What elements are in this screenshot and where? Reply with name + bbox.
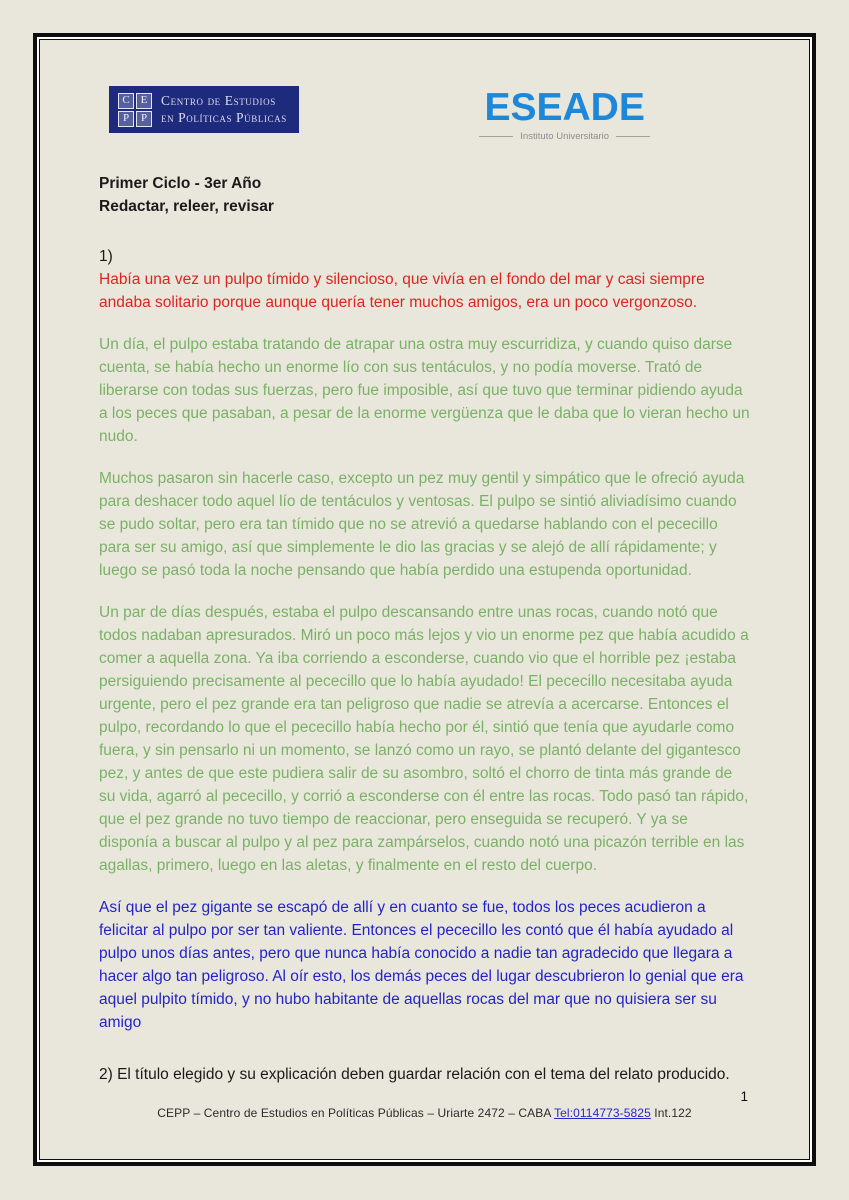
eseade-rule-right: [616, 136, 650, 137]
document-title-line2: Redactar, releer, revisar: [99, 198, 274, 215]
cepp-logo-monogram: [118, 93, 152, 127]
page-number: 1: [740, 1089, 748, 1104]
cepp-logo-line1: Centro de Estudios: [161, 92, 276, 108]
document-title-line1: Primer Ciclo - 3er Año: [99, 175, 262, 192]
footer: [99, 1106, 750, 1120]
story-paragraph-red: Había una vez un pulpo tímido y silencioso, que vivía en el fondo del mar y casi siempre andaba solitario porque aunque quería tener muchos amigos, era un poco vergonzoso.: [99, 271, 705, 311]
cepp-tile-c: C: [118, 93, 134, 109]
eseade-logo: [479, 86, 650, 142]
eseade-subtitle-row: [479, 131, 650, 142]
eseade-subtitle: Instituto Universitario: [520, 131, 609, 142]
cepp-logo-line2: en Políticas Públicas: [161, 109, 287, 125]
cepp-tile-p2: P: [136, 111, 152, 127]
eseade-wordmark: ESEADE: [484, 86, 645, 129]
page-border-inner: [39, 39, 810, 1160]
story-paragraphs: [99, 268, 750, 1034]
page-border-outer: [33, 33, 816, 1166]
story-paragraph-green: Un par de días después, estaba el pulpo descansando entre unas rocas, cuando notó que todos nadaban apresurados. Miró un poco más lejos y vio un enorme pez que había acudido a comer a aquella zona. Ya iba corriendo a esconderse, cuando vio que el horrible pez ¡estaba persiguiendo precisamente al pececillo que lo había ayudado! El pececillo necesitaba ayuda urgente, pero el pez grande era tan peligroso que nadie se atrevía a acercarse. Entonces el pulpo, recordando lo que el pececillo había hecho por él, sintió que tenía que ayudarle como fuera, y sin pensarlo ni un momento, se lanzó como un rayo, se plantó delante del gigantesco pez, y antes de que este pudiera salir de su asombro, soltó el chorro de tinta más grande de su vida, agarró al pececillo, y corrió a esconderse con él entre las rocas. Todo pasó tan rápido, que el pez grande no tuvo tiempo de reaccionar, pero enseguida se recuperó. Y ya se disponía a buscar al pulpo y al pez para zampárselos, cuando notó una picazón terrible en las agallas, primero, luego en las aletas, y finalmente en el resto del cuerpo.: [99, 604, 749, 874]
cepp-logo: [109, 86, 299, 133]
item1-label: 1): [99, 248, 113, 265]
footer-text-before: CEPP – Centro de Estudios en Políticas Públicas – Uriarte 2472 – CABA: [157, 1106, 555, 1120]
story-paragraph-green: Muchos pasaron sin hacerle caso, excepto un pez muy gentil y simpático que le ofreció ayuda para deshacer todo aquel lío de tentáculos y ventosas. El pulpo se sintió aliviadísimo cuando se pudo soltar, pero era tan tímido que no se atrevió a quedarse hablando con el pececillo para ser su amigo, así que simplemente le dio las gracias y se alejó de allí rápidamente; y luego se pasó toda la noche pensando que había perdido una estupenda oportunidad.: [99, 470, 745, 579]
cepp-tile-p1: P: [118, 111, 134, 127]
cepp-logo-text: [161, 93, 287, 127]
cepp-tile-e: E: [136, 93, 152, 109]
footer-tel-link[interactable]: Tel:0114773-5825: [554, 1106, 651, 1120]
story-paragraph-blue: Así que el pez gigante se escapó de allí y en cuanto se fue, todos los peces acudieron a felicitar al pulpo por ser tan valiente. Entonces el pececillo les contó que él había ayudado al pulpo unos días antes, pero que nunca había conocido a nadie tan agradecido que llegara a hacer algo tan peligroso. Al oír esto, los demás peces del lugar descubrieron lo genial que era aquel pulpito tímido, y no hubo habitante de aquellas rocas del mar que no quisiera ser su amigo: [99, 899, 744, 1031]
eseade-rule-left: [479, 136, 513, 137]
footer-text-after: Int.122: [650, 1106, 692, 1120]
header: [99, 86, 750, 142]
story-paragraph-green: Un día, el pulpo estaba tratando de atrapar una ostra muy escurridiza, y cuando quiso darse cuenta, se había hecho un enorme lío con sus tentáculos, y no podía moverse. Trató de liberarse con todas sus fuerzas, pero fue imposible, así que tuvo que terminar pidiendo ayuda a los peces que pasaban, a pesar de la enorme vergüenza que le daba que lo vieran hecho un nudo.: [99, 336, 750, 445]
item2-text: 2) El título elegido y su explicación deben guardar relación con el tema del relato producido.: [99, 1066, 730, 1083]
